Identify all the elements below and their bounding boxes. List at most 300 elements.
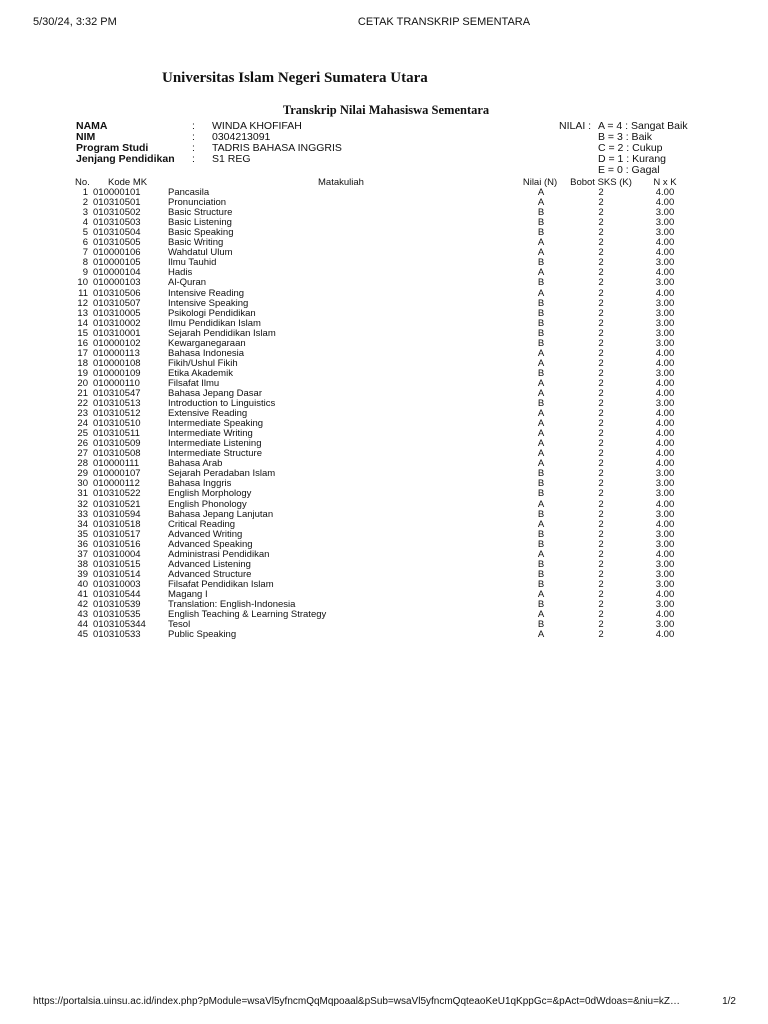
cell-no: 4 — [82, 217, 88, 229]
cell-kode-mk: 010310510 — [93, 418, 141, 430]
cell-no: 23 — [77, 408, 88, 420]
cell-bobot-sks: 2 — [598, 297, 604, 309]
cell-kode-mk: 010310539 — [93, 598, 141, 610]
cell-matakuliah: Wahdatul Ulum — [168, 247, 233, 259]
cell-bobot-sks: 2 — [598, 197, 604, 209]
cell-nilai: B — [537, 307, 545, 319]
cell-nilai: B — [537, 508, 545, 520]
cell-bobot-sks: 2 — [598, 568, 604, 580]
cell-nxk: 4.00 — [655, 588, 675, 600]
student-info-value: TADRIS BAHASA INGGRIS — [212, 142, 342, 154]
cell-bobot-sks: 2 — [598, 528, 604, 540]
cell-bobot-sks: 2 — [598, 367, 604, 379]
cell-kode-mk: 010310521 — [93, 498, 141, 510]
cell-matakuliah: Pancasila — [168, 187, 210, 199]
cell-nilai: A — [537, 588, 545, 600]
table-row — [0, 278, 768, 288]
cell-nxk: 3.00 — [655, 207, 675, 219]
cell-matakuliah: English Morphology — [168, 488, 252, 500]
header-nilai: Nilai (N) — [522, 177, 558, 188]
cell-no: 17 — [77, 347, 88, 359]
cell-bobot-sks: 2 — [598, 317, 604, 329]
cell-nilai: B — [537, 317, 545, 329]
cell-kode-mk: 010000107 — [93, 468, 141, 480]
cell-no: 5 — [82, 227, 88, 239]
cell-nxk: 3.00 — [655, 478, 675, 490]
student-info-colon: : — [192, 153, 195, 165]
header-bobot-sks: Bobot SKS (K) — [570, 177, 632, 188]
cell-nxk: 4.00 — [655, 387, 675, 399]
cell-nilai: B — [537, 337, 545, 349]
cell-nxk: 3.00 — [655, 297, 675, 309]
cell-nilai: A — [537, 408, 545, 420]
cell-kode-mk: 010310518 — [93, 518, 141, 530]
cell-nilai: A — [537, 387, 545, 399]
cell-bobot-sks: 2 — [598, 518, 604, 530]
cell-matakuliah: Extensive Reading — [168, 408, 248, 420]
cell-bobot-sks: 2 — [598, 267, 604, 279]
cell-bobot-sks: 2 — [598, 277, 604, 289]
cell-bobot-sks: 2 — [598, 558, 604, 570]
cell-matakuliah: Psikologi Pendidikan — [168, 307, 256, 319]
cell-nilai: A — [537, 267, 545, 279]
cell-bobot-sks: 2 — [598, 387, 604, 399]
cell-nilai: B — [537, 297, 545, 309]
cell-kode-mk: 010310515 — [93, 558, 141, 570]
cell-kode-mk: 010310511 — [93, 428, 140, 440]
cell-bobot-sks: 2 — [598, 458, 604, 470]
cell-no: 45 — [77, 629, 88, 641]
cell-bobot-sks: 2 — [598, 227, 604, 239]
cell-bobot-sks: 2 — [598, 287, 604, 299]
cell-nilai: B — [537, 528, 545, 540]
cell-matakuliah: Public Speaking — [168, 629, 237, 641]
cell-kode-mk: 010310517 — [93, 528, 141, 540]
cell-bobot-sks: 2 — [598, 468, 604, 480]
cell-no: 25 — [77, 428, 88, 440]
grade-scale-label: NILAI : — [559, 120, 592, 132]
cell-nxk: 4.00 — [655, 197, 675, 209]
cell-bobot-sks: 2 — [598, 438, 604, 450]
cell-kode-mk: 010000103 — [93, 277, 141, 289]
grade-scale-item: A = 4 : Sangat Baik — [598, 120, 688, 132]
cell-matakuliah: Filsafat Pendidikan Islam — [168, 578, 274, 590]
cell-kode-mk: 010000110 — [93, 377, 140, 389]
cell-bobot-sks: 2 — [598, 508, 604, 520]
cell-no: 36 — [77, 538, 88, 550]
cell-nxk: 4.00 — [655, 377, 675, 389]
cell-kode-mk: 010000102 — [93, 337, 141, 349]
cell-bobot-sks: 2 — [598, 448, 604, 460]
cell-matakuliah: Bahasa Inggris — [168, 478, 232, 490]
cell-nilai: A — [537, 418, 545, 430]
cell-bobot-sks: 2 — [598, 609, 604, 621]
cell-matakuliah: Hadis — [168, 267, 193, 279]
cell-no: 7 — [82, 247, 88, 259]
cell-nxk: 3.00 — [655, 398, 675, 410]
cell-kode-mk: 010310508 — [93, 448, 141, 460]
cell-nxk: 3.00 — [655, 619, 675, 631]
cell-kode-mk: 010310507 — [93, 297, 141, 309]
cell-bobot-sks: 2 — [598, 327, 604, 339]
grade-scale-item: B = 3 : Baik — [598, 131, 652, 143]
cell-kode-mk: 010000106 — [93, 247, 141, 259]
grade-scale-items — [598, 121, 688, 176]
cell-kode-mk: 010000105 — [93, 257, 141, 269]
grade-scale — [559, 121, 688, 176]
cell-bobot-sks: 2 — [598, 408, 604, 420]
header-kode-mk: Kode MK — [108, 177, 148, 188]
grade-scale-item: C = 2 : Cukup — [598, 142, 663, 154]
cell-matakuliah: Filsafat Ilmu — [168, 377, 220, 389]
cell-no: 33 — [77, 508, 88, 520]
cell-matakuliah: Etika Akademik — [168, 367, 233, 379]
cell-nilai: B — [537, 367, 545, 379]
cell-bobot-sks: 2 — [598, 398, 604, 410]
cell-bobot-sks: 2 — [598, 307, 604, 319]
cell-nxk: 3.00 — [655, 538, 675, 550]
cell-nxk: 3.00 — [655, 337, 675, 349]
cell-nilai: A — [537, 609, 545, 621]
header-nxk: N x K — [653, 177, 677, 188]
cell-matakuliah: English Teaching & Learning Strategy — [168, 609, 327, 621]
cell-nxk: 4.00 — [655, 237, 675, 249]
student-info — [76, 121, 512, 165]
cell-nilai: A — [537, 287, 545, 299]
cell-bobot-sks: 2 — [598, 187, 604, 199]
cell-kode-mk: 010000109 — [93, 367, 141, 379]
cell-kode-mk: 010310001 — [93, 327, 141, 339]
cell-matakuliah: Kewarganegaraan — [168, 337, 246, 349]
cell-nilai: A — [537, 518, 545, 530]
cell-kode-mk: 010310501 — [93, 197, 141, 209]
cell-kode-mk: 010000101 — [93, 187, 141, 199]
cell-matakuliah: Administrasi Pendidikan — [168, 548, 270, 560]
cell-bobot-sks: 2 — [598, 217, 604, 229]
student-info-colon: : — [192, 131, 195, 143]
cell-matakuliah: English Phonology — [168, 498, 247, 510]
cell-kode-mk: 010310544 — [93, 588, 141, 600]
cell-nxk: 3.00 — [655, 578, 675, 590]
print-footer — [0, 996, 768, 1010]
cell-nilai: A — [537, 548, 545, 560]
cell-bobot-sks: 2 — [598, 357, 604, 369]
cell-nilai: B — [537, 277, 545, 289]
cell-bobot-sks: 2 — [598, 428, 604, 440]
cell-matakuliah: Basic Structure — [168, 207, 233, 219]
cell-no: 38 — [77, 558, 88, 570]
grade-scale-item: E = 0 : Gagal — [598, 164, 660, 176]
cell-no: 31 — [77, 488, 88, 500]
header-matakuliah: Matakuliah — [318, 177, 364, 188]
cell-nxk: 3.00 — [655, 217, 675, 229]
cell-kode-mk: 010000113 — [93, 347, 140, 359]
cell-bobot-sks: 2 — [598, 207, 604, 219]
cell-bobot-sks: 2 — [598, 478, 604, 490]
cell-no: 35 — [77, 528, 88, 540]
cell-bobot-sks: 2 — [598, 588, 604, 600]
cell-nilai: B — [537, 488, 545, 500]
cell-matakuliah: Al-Quran — [168, 277, 207, 289]
cell-nxk: 3.00 — [655, 568, 675, 580]
cell-nxk: 4.00 — [655, 267, 675, 279]
cell-matakuliah: Intermediate Speaking — [168, 418, 264, 430]
cell-nilai: A — [537, 237, 545, 249]
cell-nxk: 4.00 — [655, 448, 675, 460]
cell-nxk: 3.00 — [655, 327, 675, 339]
table-row — [0, 630, 768, 640]
cell-bobot-sks: 2 — [598, 619, 604, 631]
cell-nilai: A — [537, 629, 545, 641]
print-title: CETAK TRANSKRIP SEMENTARA — [357, 16, 531, 28]
cell-bobot-sks: 2 — [598, 598, 604, 610]
cell-nxk: 4.00 — [655, 458, 675, 470]
cell-nilai: A — [537, 377, 545, 389]
cell-nilai: A — [537, 498, 545, 510]
cell-nilai: A — [537, 247, 545, 259]
cell-nxk: 3.00 — [655, 488, 675, 500]
cell-kode-mk: 010310594 — [93, 508, 141, 520]
cell-nilai: B — [537, 538, 545, 550]
student-info-value: 0304213091 — [212, 131, 271, 143]
student-info-label: NAMA — [76, 120, 108, 132]
cell-matakuliah: Intensive Speaking — [168, 297, 249, 309]
cell-no: 29 — [77, 468, 88, 480]
cell-matakuliah: Fikih/Ushul Fikih — [168, 357, 238, 369]
student-info-label: Program Studi — [76, 142, 149, 154]
cell-kode-mk: 010310005 — [93, 307, 141, 319]
cell-matakuliah: Tesol — [168, 619, 191, 631]
cell-nxk: 3.00 — [655, 257, 675, 269]
university-name: Universitas Islam Negeri Sumatera Utara — [162, 70, 428, 86]
student-info-label: NIM — [76, 131, 96, 143]
cell-nilai: B — [537, 598, 545, 610]
cell-no: 13 — [77, 307, 88, 319]
cell-nxk: 3.00 — [655, 468, 675, 480]
cell-no: 19 — [77, 367, 88, 379]
cell-nilai: B — [537, 217, 545, 229]
cell-nxk: 3.00 — [655, 598, 675, 610]
header-no: No. — [75, 177, 90, 188]
cell-matakuliah: Advanced Structure — [168, 568, 252, 580]
cell-no: 14 — [77, 317, 88, 329]
cell-nilai: B — [537, 257, 545, 269]
cell-matakuliah: Bahasa Indonesia — [168, 347, 245, 359]
cell-no: 24 — [77, 418, 88, 430]
cell-nilai: A — [537, 347, 545, 359]
cell-kode-mk: 010000111 — [93, 458, 140, 470]
cell-nxk: 3.00 — [655, 227, 675, 239]
student-info-label: Jenjang Pendidikan — [76, 153, 175, 165]
cell-nilai: B — [537, 207, 545, 219]
cell-nxk: 3.00 — [655, 508, 675, 520]
cell-kode-mk: 010310004 — [93, 548, 141, 560]
student-info-row — [76, 154, 512, 165]
student-info-colon: : — [192, 142, 195, 154]
cell-bobot-sks: 2 — [598, 418, 604, 430]
cell-no: 15 — [77, 327, 88, 339]
cell-nilai: B — [537, 478, 545, 490]
cell-matakuliah: Critical Reading — [168, 518, 236, 530]
cell-nxk: 4.00 — [655, 438, 675, 450]
cell-nilai: B — [537, 398, 545, 410]
cell-no: 21 — [77, 387, 88, 399]
cell-nilai: A — [537, 357, 545, 369]
cell-matakuliah: Intermediate Writing — [168, 428, 253, 440]
cell-matakuliah: Intermediate Structure — [168, 448, 262, 460]
cell-no: 43 — [77, 609, 88, 621]
cell-kode-mk: 010310547 — [93, 387, 141, 399]
document-title: Transkrip Nilai Mahasiswa Sementara — [282, 103, 490, 117]
cell-matakuliah: Intermediate Listening — [168, 438, 262, 450]
cell-no: 41 — [77, 588, 88, 600]
cell-matakuliah: Sejarah Pendidikan Islam — [168, 327, 276, 339]
cell-no: 27 — [77, 448, 88, 460]
cell-nxk: 3.00 — [655, 528, 675, 540]
print-header — [0, 16, 768, 30]
cell-nilai: A — [537, 428, 545, 440]
cell-matakuliah: Ilmu Tauhid — [168, 257, 217, 269]
student-info-colon: : — [192, 120, 195, 132]
cell-matakuliah: Translation: English-Indonesia — [168, 598, 296, 610]
cell-kode-mk: 010000112 — [93, 478, 140, 490]
cell-kode-mk: 010310504 — [93, 227, 141, 239]
cell-matakuliah: Advanced Speaking — [168, 538, 253, 550]
cell-kode-mk: 010000108 — [93, 357, 141, 369]
cell-matakuliah: Bahasa Jepang Lanjutan — [168, 508, 274, 520]
cell-no: 26 — [77, 438, 88, 450]
cell-no: 32 — [77, 498, 88, 510]
cell-no: 12 — [77, 297, 88, 309]
cell-no: 39 — [77, 568, 88, 580]
cell-kode-mk: 010310506 — [93, 287, 141, 299]
cell-matakuliah: Introduction to Linguistics — [168, 398, 276, 410]
student-info-row — [76, 121, 512, 132]
cell-nxk: 4.00 — [655, 548, 675, 560]
cell-nilai: A — [537, 458, 545, 470]
cell-bobot-sks: 2 — [598, 377, 604, 389]
cell-nxk: 3.00 — [655, 307, 675, 319]
cell-nxk: 4.00 — [655, 609, 675, 621]
transcript-table — [0, 178, 768, 640]
cell-no: 18 — [77, 357, 88, 369]
cell-nilai: B — [537, 578, 545, 590]
cell-nxk: 4.00 — [655, 287, 675, 299]
cell-no: 8 — [82, 257, 88, 269]
cell-no: 1 — [82, 187, 88, 199]
cell-nxk: 4.00 — [655, 518, 675, 530]
table-row — [0, 489, 768, 499]
cell-bobot-sks: 2 — [598, 337, 604, 349]
cell-nilai: B — [537, 558, 545, 570]
cell-matakuliah: Bahasa Arab — [168, 458, 223, 470]
cell-kode-mk: 0103105344 — [93, 619, 146, 631]
cell-matakuliah: Basic Writing — [168, 237, 224, 249]
cell-no: 44 — [77, 619, 88, 631]
cell-no: 11 — [78, 287, 88, 299]
cell-nxk: 3.00 — [655, 558, 675, 570]
page-number: 1/2 — [722, 996, 736, 1007]
cell-matakuliah: Sejarah Peradaban Islam — [168, 468, 276, 480]
cell-nxk: 4.00 — [655, 187, 675, 199]
cell-nxk: 4.00 — [655, 247, 675, 259]
cell-no: 28 — [77, 458, 88, 470]
cell-nilai: A — [537, 197, 545, 209]
cell-kode-mk: 010310503 — [93, 217, 141, 229]
cell-no: 22 — [77, 398, 88, 410]
cell-no: 6 — [82, 237, 88, 249]
cell-kode-mk: 010310535 — [93, 609, 141, 621]
cell-bobot-sks: 2 — [598, 538, 604, 550]
cell-bobot-sks: 2 — [598, 488, 604, 500]
cell-bobot-sks: 2 — [598, 629, 604, 641]
cell-bobot-sks: 2 — [598, 548, 604, 560]
cell-kode-mk: 010310502 — [93, 207, 141, 219]
cell-matakuliah: Advanced Listening — [168, 558, 251, 570]
cell-no: 3 — [82, 207, 88, 219]
cell-kode-mk: 010310512 — [93, 408, 141, 420]
page-url: https://portalsia.uinsu.ac.id/index.php?pModule=wsaVl5yfncmQqMqpoaal&pSub=wsaVl5yfncmQqteaoKeU1qKppGc=&pAct=0dWdoas=&niu=kZ… — [33, 996, 681, 1007]
cell-nilai: B — [537, 327, 545, 339]
cell-bobot-sks: 2 — [598, 498, 604, 510]
cell-no: 40 — [77, 578, 88, 590]
cell-kode-mk: 010310514 — [93, 568, 141, 580]
cell-no: 16 — [77, 337, 88, 349]
cell-matakuliah: Advanced Writing — [168, 528, 243, 540]
cell-nilai: B — [537, 619, 545, 631]
cell-matakuliah: Intensive Reading — [168, 287, 245, 299]
grade-scale-item: D = 1 : Kurang — [598, 153, 666, 165]
student-info-value: S1 REG — [212, 153, 251, 165]
cell-nxk: 4.00 — [655, 357, 675, 369]
cell-nxk: 3.00 — [655, 317, 675, 329]
cell-no: 42 — [77, 598, 88, 610]
cell-nilai: A — [537, 448, 545, 460]
cell-matakuliah: Basic Speaking — [168, 227, 234, 239]
cell-nxk: 4.00 — [655, 629, 675, 641]
cell-nxk: 4.00 — [655, 428, 675, 440]
cell-bobot-sks: 2 — [598, 257, 604, 269]
cell-kode-mk: 010310002 — [93, 317, 141, 329]
cell-no: 9 — [82, 267, 88, 279]
cell-nxk: 3.00 — [655, 277, 675, 289]
cell-kode-mk: 010310533 — [93, 629, 141, 641]
cell-nilai: B — [537, 468, 545, 480]
cell-no: 20 — [77, 377, 88, 389]
cell-kode-mk: 010310003 — [93, 578, 141, 590]
cell-nxk: 4.00 — [655, 418, 675, 430]
cell-nxk: 4.00 — [655, 347, 675, 359]
cell-nxk: 4.00 — [655, 408, 675, 420]
cell-matakuliah: Pronunciation — [168, 197, 227, 209]
cell-no: 34 — [77, 518, 88, 530]
cell-nilai: A — [537, 438, 545, 450]
cell-bobot-sks: 2 — [598, 237, 604, 249]
cell-no: 30 — [77, 478, 88, 490]
cell-bobot-sks: 2 — [598, 347, 604, 359]
cell-nxk: 4.00 — [655, 498, 675, 510]
cell-nilai: B — [537, 227, 545, 239]
cell-no: 2 — [82, 197, 88, 209]
cell-matakuliah: Magang I — [168, 588, 208, 600]
cell-kode-mk: 010000104 — [93, 267, 141, 279]
cell-kode-mk: 010310516 — [93, 538, 141, 550]
cell-nxk: 3.00 — [655, 367, 675, 379]
cell-matakuliah: Basic Listening — [168, 217, 232, 229]
cell-no: 37 — [77, 548, 88, 560]
cell-kode-mk: 010310513 — [93, 398, 141, 410]
cell-nilai: A — [537, 187, 545, 199]
